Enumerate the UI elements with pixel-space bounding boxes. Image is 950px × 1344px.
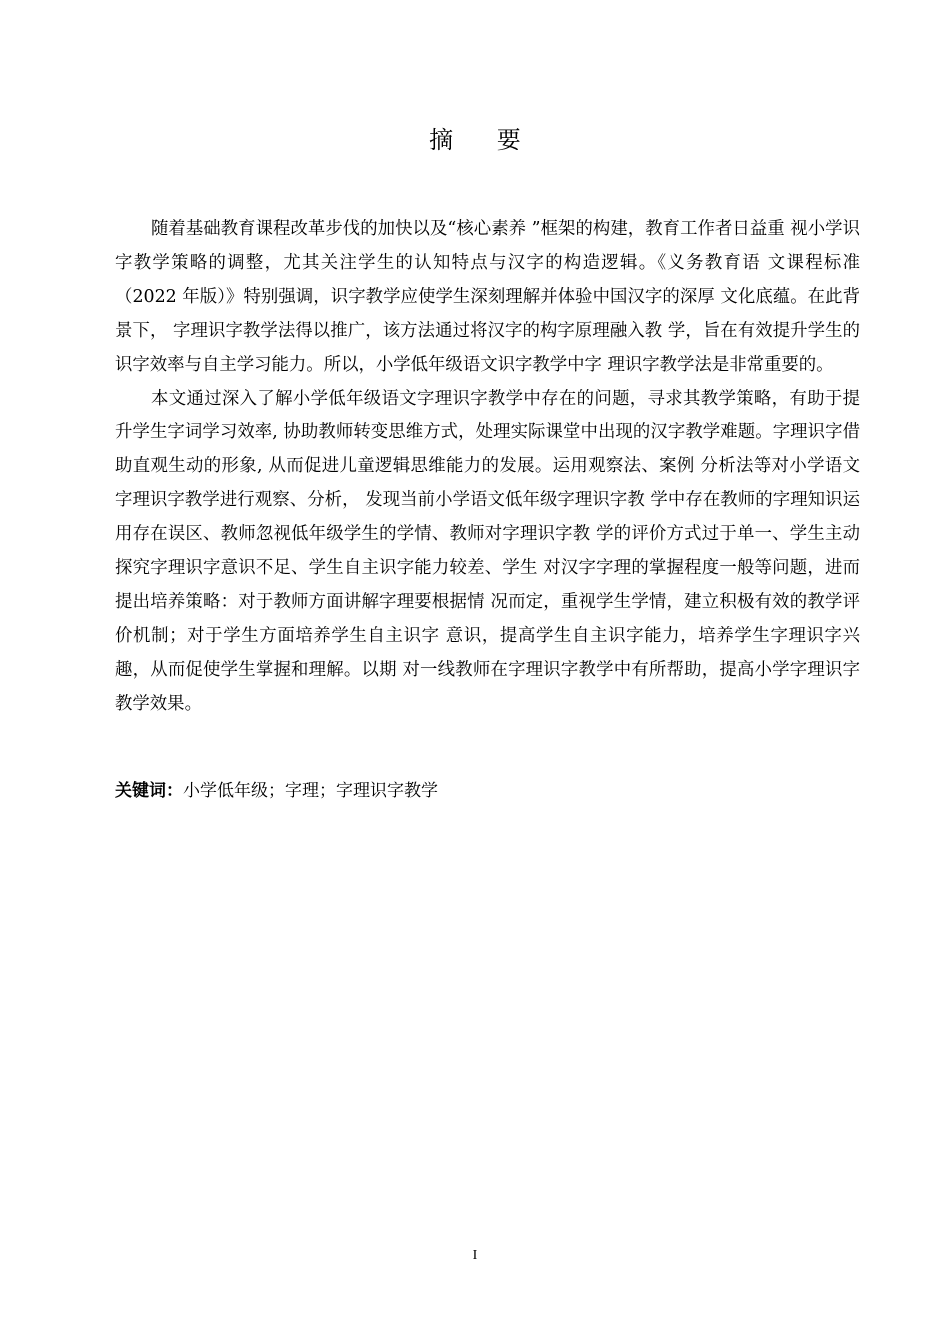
page-number: I (472, 1248, 478, 1263)
keywords-line (115, 777, 860, 805)
keywords-text: 小学低年级；字理；字理识字教学 (183, 781, 438, 801)
keywords-label: 关键词： (115, 781, 183, 801)
abstract-paragraph-1: 随着基础教育课程改革步伐的加快以及“核心素养 ”框架的构建，教育工作者日益重 视小学识字教学策略的调整，尤其关注学生的认知特点与汉字的构造逻辑。《义务教育语 文课程标准（2022 年版）》特别强调，识字教学应使学生深刻理解并体验中国汉字的深厚 文化底蕴。在此背景下， 字理识字教学法得以推广，该方法通过将汉字的构字原理融入教 学，旨在有效提升学生的识字效率与自主学习能力。所以，小学低年级语文识字教学中字 理识字教学法是非常重要的。 (115, 219, 860, 375)
abstract-title: 摘 要 (429, 126, 539, 154)
abstract-paragraph-2: 本文通过深入了解小学低年级语文字理识字教学中存在的问题，寻求其教学策略，有助于提升学生字词学习效率, 协助教师转变思维方式，处理实际课堂中出现的汉字教学难题。字理识字借助直观生动的形象, 从而促进儿童逻辑思维能力的发展。运用观察法、案例 分析法等对小学语文字理识字教学进行观察、分析， 发现当前小学语文低年级字理识字教 学中存在教师的字理知识运用存在误区、教师忽视低年级学生的学情、教师对字理识字教 学的评价方式过于单一、学生主动探究字理识字意识不足、学生自主识字能力较差、学生 对汉字字理的掌握程度一般等问题，进而提出培养策略：对于教师方面讲解字理要根据情 况而定，重视学生学情，建立积极有效的教学评价机制；对于学生方面培养学生自主识字 意识，提高学生自主识字能力，培养学生字理识字兴趣，从而促使学生掌握和理解。以期 对一线教师在字理识字教学中有所帮助，提高小学字理识字教学效果。 (115, 388, 860, 714)
abstract-body (115, 213, 860, 722)
